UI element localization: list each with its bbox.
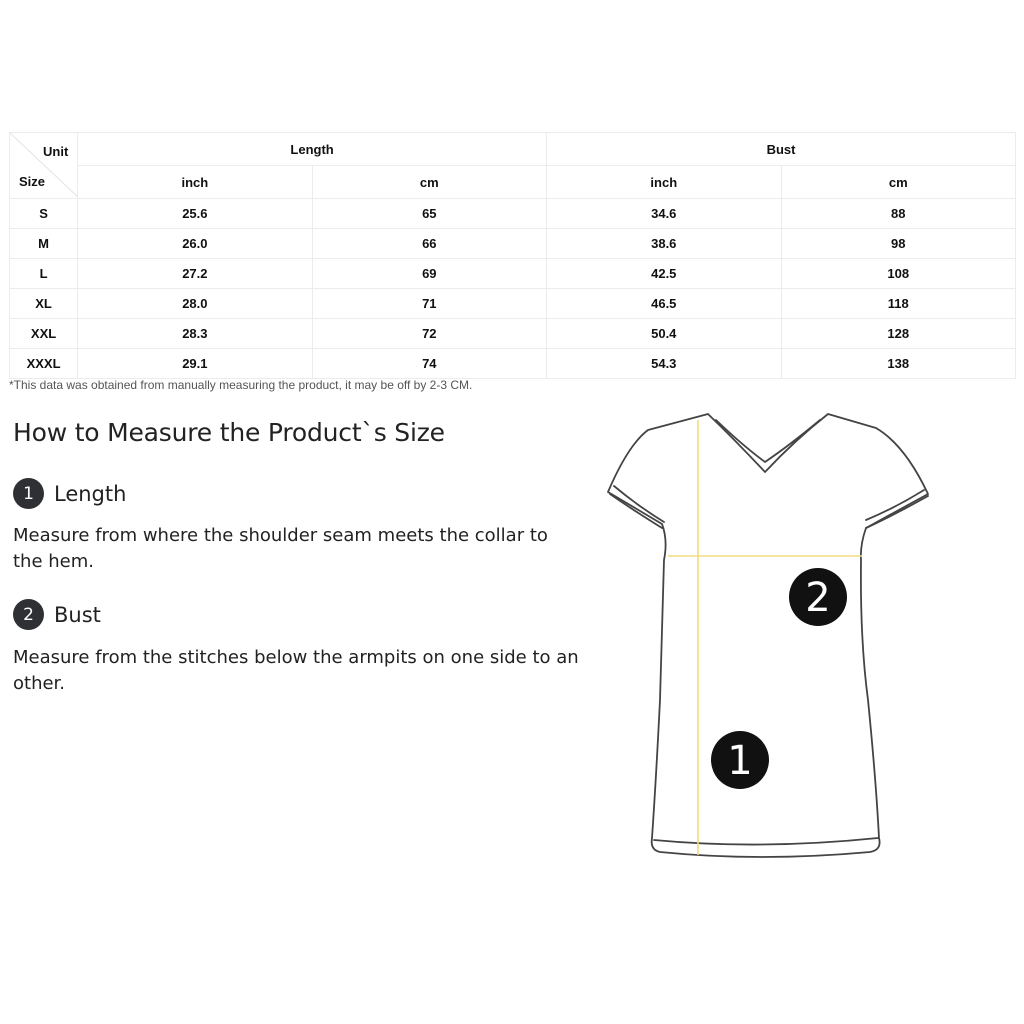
- bust-group-header: Bust: [547, 133, 1016, 166]
- bust-cm-cell: 88: [781, 199, 1016, 229]
- bust-marker-icon: [789, 568, 847, 626]
- bust-cm-cell: 108: [781, 259, 1016, 289]
- table-corner-cell: [10, 133, 78, 199]
- table-row: [10, 229, 1016, 259]
- length-inch-header: inch: [78, 166, 312, 199]
- bust-inch-cell: 34.6: [547, 199, 781, 229]
- step-label: Bust: [54, 602, 101, 627]
- bust-cm-header: cm: [781, 166, 1016, 199]
- step-number-badge: 1: [13, 478, 44, 509]
- step-bust: [13, 599, 101, 630]
- length-cm-cell: 66: [312, 229, 546, 259]
- length-inch-cell: 28.3: [78, 319, 312, 349]
- table-row: [10, 349, 1016, 379]
- unit-header: Unit: [43, 144, 69, 159]
- length-inch-cell: 27.2: [78, 259, 312, 289]
- bust-cm-cell: 98: [781, 229, 1016, 259]
- table-row: [10, 319, 1016, 349]
- step-description: Measure from the stitches below the armpits on one side to an other.: [13, 647, 579, 694]
- length-cm-cell: 71: [312, 289, 546, 319]
- bust-inch-cell: 46.5: [547, 289, 781, 319]
- size-chart-table: [9, 132, 1016, 379]
- length-group-header: Length: [78, 133, 547, 166]
- bust-cm-cell: 118: [781, 289, 1016, 319]
- length-inch-cell: 26.0: [78, 229, 312, 259]
- size-cell: XL: [10, 289, 78, 319]
- size-cell: L: [10, 259, 78, 289]
- length-cm-cell: 69: [312, 259, 546, 289]
- step-label: Length: [54, 481, 127, 506]
- svg-text:2: 2: [805, 575, 831, 621]
- table-row: [10, 199, 1016, 229]
- table-row: [10, 259, 1016, 289]
- size-cell: M: [10, 229, 78, 259]
- bust-inch-cell: 38.6: [547, 229, 781, 259]
- length-cm-cell: 65: [312, 199, 546, 229]
- length-cm-header: cm: [312, 166, 546, 199]
- bust-inch-header: inch: [547, 166, 781, 199]
- length-cm-cell: 74: [312, 349, 546, 379]
- size-cell: XXL: [10, 319, 78, 349]
- size-cell: XXXL: [10, 349, 78, 379]
- measurement-note: *This data was obtained from manually measuring the product, it may be off by 2-3 CM.: [9, 378, 473, 392]
- length-cm-cell: 72: [312, 319, 546, 349]
- howto-title: How to Measure the Product`s Size: [13, 418, 445, 447]
- step-length: [13, 478, 126, 509]
- tshirt-outline-icon: [595, 405, 940, 865]
- table-row: [10, 289, 1016, 319]
- length-inch-cell: 28.0: [78, 289, 312, 319]
- length-marker-icon: [711, 731, 769, 789]
- bust-inch-cell: 54.3: [547, 349, 781, 379]
- length-inch-cell: 25.6: [78, 199, 312, 229]
- bust-inch-cell: 42.5: [547, 259, 781, 289]
- step-description: Measure from where the shoulder seam meets the collar to the hem.: [13, 525, 548, 572]
- size-cell: S: [10, 199, 78, 229]
- step-number-badge: 2: [13, 599, 44, 630]
- size-header: Size: [19, 174, 46, 189]
- bust-cm-cell: 138: [781, 349, 1016, 379]
- bust-cm-cell: 128: [781, 319, 1016, 349]
- length-inch-cell: 29.1: [78, 349, 312, 379]
- svg-text:1: 1: [727, 738, 753, 784]
- bust-inch-cell: 50.4: [547, 319, 781, 349]
